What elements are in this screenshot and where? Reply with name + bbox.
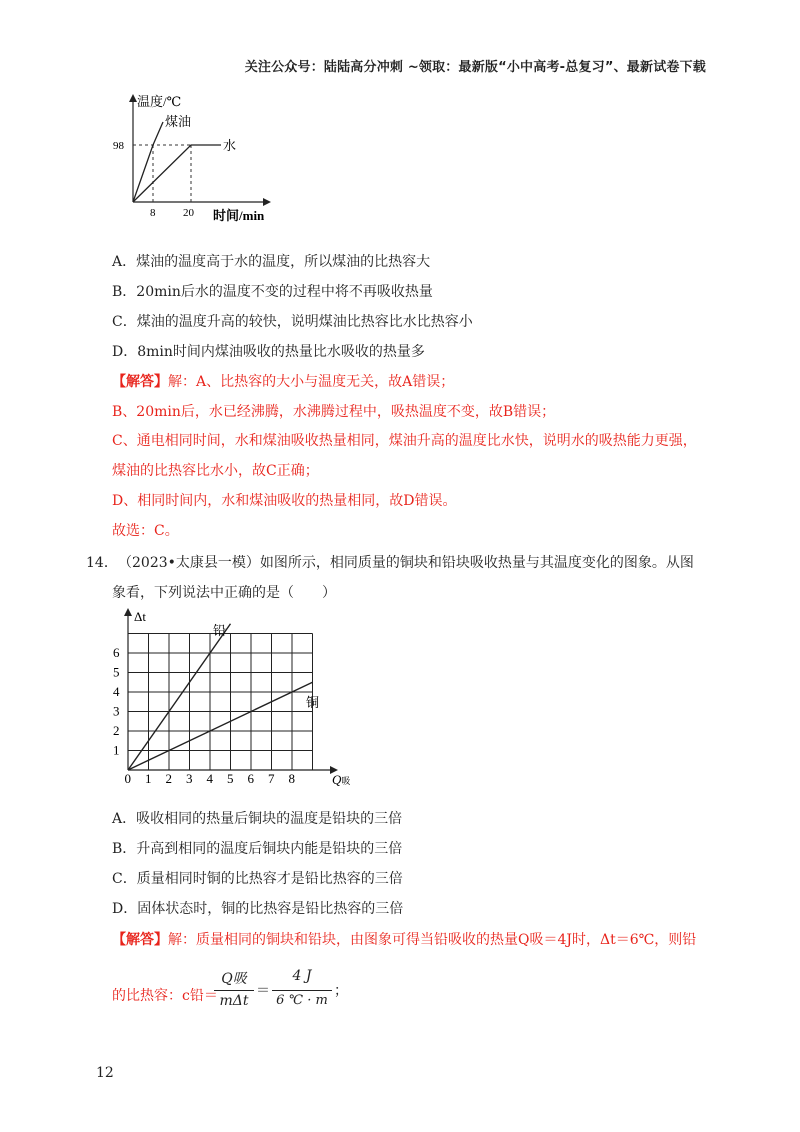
g2-x-tick-label: 5 [227,771,234,786]
formula-end: ； [334,983,348,999]
g2-grid [128,634,313,771]
g2-y-tick-label: 2 [113,723,120,738]
g1-xtick-8: 8 [150,207,156,219]
q13-answer-line-1 [112,371,454,393]
q13-answer-line-3: C、通电相同时间，水和煤油吸收热量相同，煤油升高的温度比水快，说明水的吸热能力更强， [112,433,697,449]
g1-kerosene-line [133,122,163,202]
q14-stem-line-2: 象看，下列说法中正确的是（ ） [112,585,336,601]
q14-option-d: D．固体状态时，铜的比热容是铅比热容的三倍 [112,901,404,917]
page-number: 12 [96,1065,114,1081]
delta-t-q-graph [110,608,350,788]
g1-ytick-98: 98 [113,140,124,152]
q14-option-c: C．质量相同时铜的比热容才是铅比热容的三倍 [112,871,403,887]
q14-option-a: A．吸收相同的热量后铜块的温度是铅块的三倍 [112,811,403,827]
g2-label-copper: 铜 [306,695,320,710]
formula-num-1: Q吸 [221,971,247,987]
g2-y-tick-label: 6 [113,645,120,660]
g1-y-arrow [129,94,137,102]
temperature-time-graph [105,92,285,227]
page-header: 关注公众号：陆陆高分冲刺 ~领取：最新版“小中高考-总复习”、最新试卷下载 [244,60,706,75]
g1-y-label: 温度/℃ [137,94,182,109]
q14-stem-line-1: （2023•太康县一模）如图所示，相同质量的铜块和铅块吸收热量与其温度变化的图象。从图 [118,555,694,571]
g2-x-label: Q吸 [332,772,350,787]
g2-y-arrow [124,608,132,616]
g2-x-tick-label: 3 [186,771,193,786]
g2-x-tick-label: 7 [268,771,275,786]
g1-x-label: 时间/min [213,208,265,223]
g2-series-copper [128,682,313,770]
g2-y-tick-label: 5 [113,664,120,680]
g2-x-tick-label: 0 [124,771,131,786]
formula-bar-1 [214,990,254,991]
g2-lines [128,624,313,770]
g1-x-arrow [263,198,271,206]
q14-answer-text-1: 解：质量相同的铜块和铅块，由图象可得当铅吸收的热量Q吸＝4J时，Δt＝6℃，则铅 [168,932,697,948]
g2-y-tick-label: 1 [113,742,120,758]
g2-x-tick-label: 2 [165,771,172,786]
g2-x-tick-label: 6 [247,771,254,786]
q13-option-a: A．煤油的温度高于水的温度，所以煤油的比热容大 [112,254,431,270]
formula-bar-2 [272,990,332,991]
formula-den-1: mΔt [219,993,249,1009]
g2-y-label: Δt [134,609,146,624]
q14-answer-line-2-prefix: 的比热容：c铅＝ [112,988,218,1004]
q13-option-d: D．8min时间内煤油吸收的热量比水吸收的热量多 [112,344,425,360]
g2-label-lead: 铅 [213,623,227,638]
g1-xtick-20: 20 [183,207,194,219]
q13-answer-tag: 【解答】 [112,374,168,390]
g2-x-tick-label: 8 [288,771,295,786]
q14-formula [214,968,354,1018]
g2-series-lead [128,624,231,770]
q13-answer-text-1: 解：A、比热容的大小与温度无关，故A错误； [168,374,455,390]
g2-y-tick-label: 4 [113,684,120,699]
q13-answer-line-2: B、20min后，水已经沸腾，水沸腾过程中，吸热温度不变，故B错误； [112,404,556,420]
q14-answer-tag: 【解答】 [112,932,168,948]
q13-answer-line-4: 煤油的比热容比水小，故C正确； [112,463,319,479]
g2-y-tick-label: 3 [113,703,120,719]
g1-water-label: 水 [223,138,237,153]
g2-x-tick-label: 4 [206,771,213,786]
q13-option-b: B．20min后水的温度不变的过程中将不再吸收热量 [112,284,433,300]
q14-option-b: B．升高到相同的温度后铜块内能是铅块的三倍 [112,841,403,857]
g1-kerosene-label: 煤油 [165,114,192,129]
formula-equals: ＝ [256,983,270,999]
formula-den-2: 6 ℃ · m [276,993,328,1008]
q13-answer-line-6: 故选：C。 [112,523,179,539]
g1-water-line [133,145,221,202]
formula-num-2: 4 J [292,968,312,984]
q14-number: 14． [86,555,118,571]
q13-option-c: C．煤油的温度升高的较快，说明煤油比热容比水比热容小 [112,314,473,330]
q13-answer-line-5: D、相同时间内，水和煤油吸收的热量相同，故D错误。 [112,493,457,509]
g2-x-tick-label: 1 [145,771,152,786]
q14-answer-line-1 [112,929,696,951]
